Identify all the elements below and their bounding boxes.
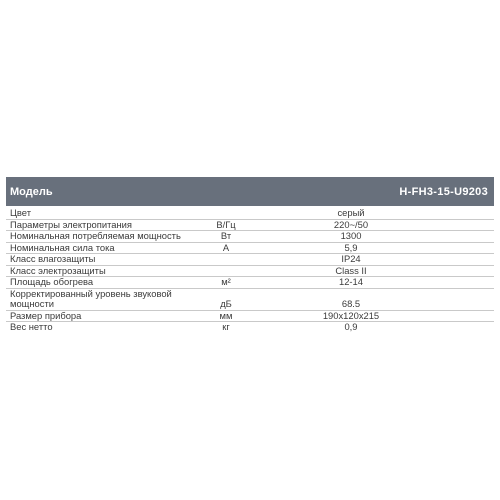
spec-value: Class II bbox=[335, 264, 367, 276]
spec-value: IP24 bbox=[341, 253, 361, 264]
spec-value: 68.5 bbox=[341, 298, 361, 309]
spec-name: Цвет bbox=[10, 207, 32, 218]
spec-unit: В/Гц bbox=[216, 218, 236, 230]
spec-name: Номинальная сила тока bbox=[10, 241, 115, 253]
spec-value: 5,9 bbox=[344, 241, 358, 253]
spec-name: Корректированный уровень звуковой мощности bbox=[10, 287, 172, 309]
spec-value: серый bbox=[337, 207, 365, 218]
spec-value: 12-14 bbox=[339, 276, 363, 287]
spec-row-net-weight bbox=[6, 322, 494, 333]
spec-unit: А bbox=[222, 241, 230, 253]
spec-row-sound-power bbox=[6, 289, 494, 311]
spec-value: 220~/50 bbox=[333, 218, 369, 230]
spec-name: Параметры электропитания bbox=[10, 218, 132, 230]
spec-value: 1300 bbox=[340, 230, 362, 241]
spec-row-color bbox=[6, 208, 494, 220]
model-code: H-FH3-15-U9203 bbox=[399, 185, 488, 198]
spec-name: Размер прибора bbox=[10, 309, 82, 321]
spec-header bbox=[6, 177, 494, 206]
spec-value: 0,9 bbox=[344, 321, 358, 332]
model-label: Модель bbox=[10, 185, 53, 198]
spec-unit: мм bbox=[219, 309, 233, 321]
spec-table bbox=[6, 177, 494, 333]
spec-value: 190x120x215 bbox=[322, 309, 380, 321]
spec-name: Площадь обогрева bbox=[10, 276, 94, 287]
spec-row-dimensions bbox=[6, 311, 494, 323]
spec-row-heating-area bbox=[6, 277, 494, 289]
spec-unit: Вт bbox=[220, 230, 232, 241]
spec-unit: дБ bbox=[220, 298, 232, 309]
spec-unit: м² bbox=[221, 276, 231, 287]
spec-body bbox=[6, 206, 494, 333]
spec-name: Класс влагозащиты bbox=[10, 253, 96, 264]
spec-row-rated-power bbox=[6, 231, 494, 243]
spec-name: Номинальная потребляемая мощность bbox=[10, 230, 181, 241]
spec-unit: кг bbox=[222, 321, 230, 332]
spec-row-moisture-class bbox=[6, 254, 494, 266]
spec-name: Вес нетто bbox=[10, 321, 53, 332]
spec-name: Класс электрозащиты bbox=[10, 264, 106, 276]
